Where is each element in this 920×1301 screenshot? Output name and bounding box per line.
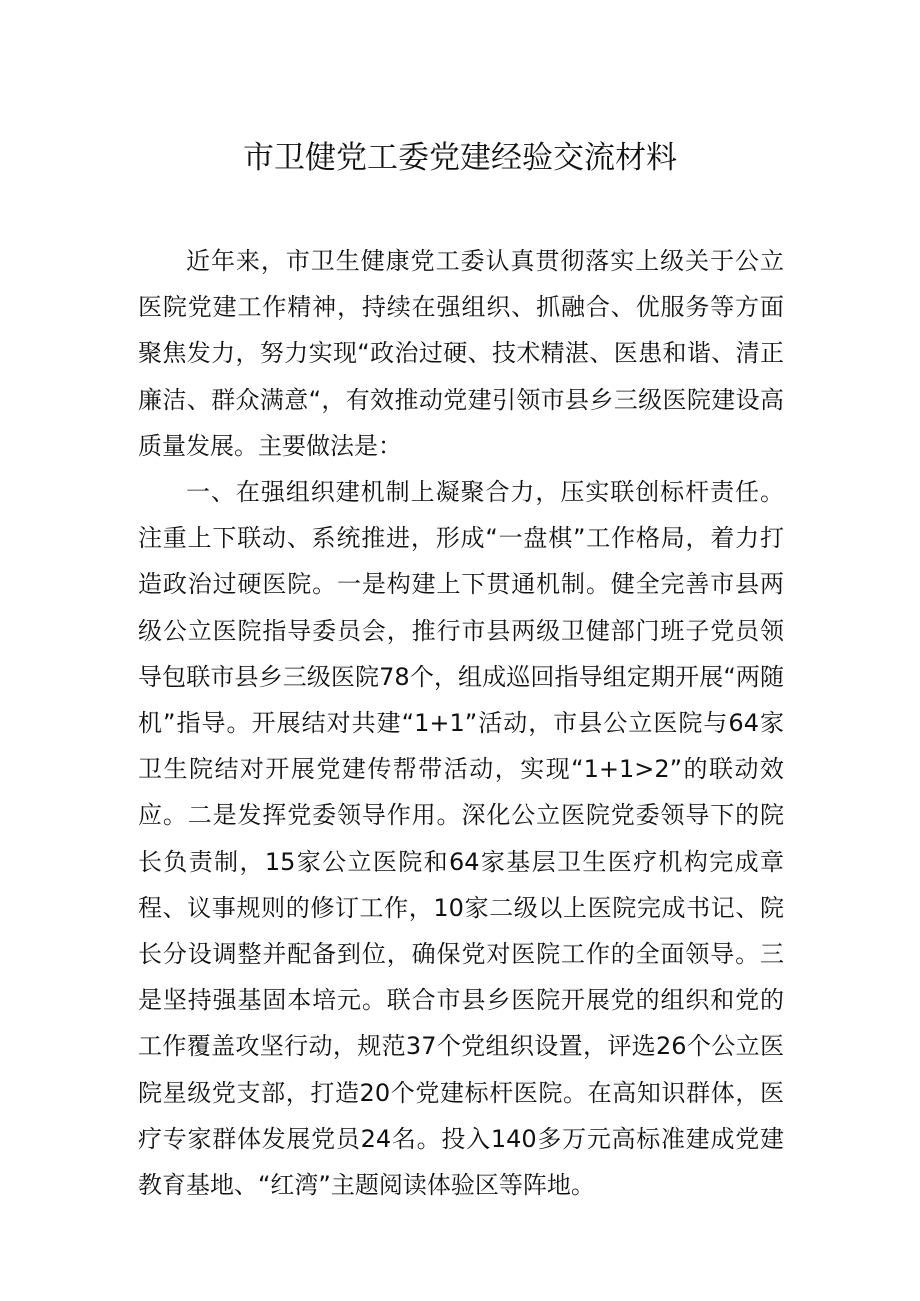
paragraph-intro: 近年来，市卫生健康党工委认真贯彻落实上级关于公立医院党建工作精神，持续在强组织、抓融合、优服务等方面聚焦发力，努力实现“政治过硬、技术精湛、医患和谐、清正廉洁、群众满意“，有效推动党建引领市县乡三级医院建设高质量发展。主要做法是：: [138, 247, 784, 460]
document-title: 市卫健党工委党建经验交流材料: [243, 139, 677, 176]
document-body: [138, 238, 784, 1208]
paragraph-section-one: 一、在强组织建机制上凝聚合力，压实联创标杆责任。注重上下联动、系统推进，形成“一盘棋”工作格局，着力打造政治过硬医院。一是构建上下贯通机制。健全完善市县两级公立医院指导委员会，推行市县两级卫健部门班子党员领导包联市县乡三级医院78个，组成巡回指导组定期开展“两随机”指导。开展结对共建“1+1”活动，市县公立医院与64家卫生院结对开展党建传帮带活动，实现“1+1>2”的联动效应。二是发挥党委领导作用。深化公立医院党委领导下的院长负责制，15家公立医院和64家基层卫生医疗机构完成章程、议事规则的修订工作，10家二级以上医院完成书记、院长分设调整并配备到位，确保党对医院工作的全面领导。三是坚持强基固本培元。联合市县乡医院开展党的组织和党的工作覆盖攻坚行动，规范37个党组织设置，评选26个公立医院星级党支部，打造20个党建标杆医院。在高知识群体，医疗专家群体发展党员24名。投入140多万元高标准建成党建教育基地、“红湾”主题阅读体验区等阵地。: [138, 478, 784, 1200]
